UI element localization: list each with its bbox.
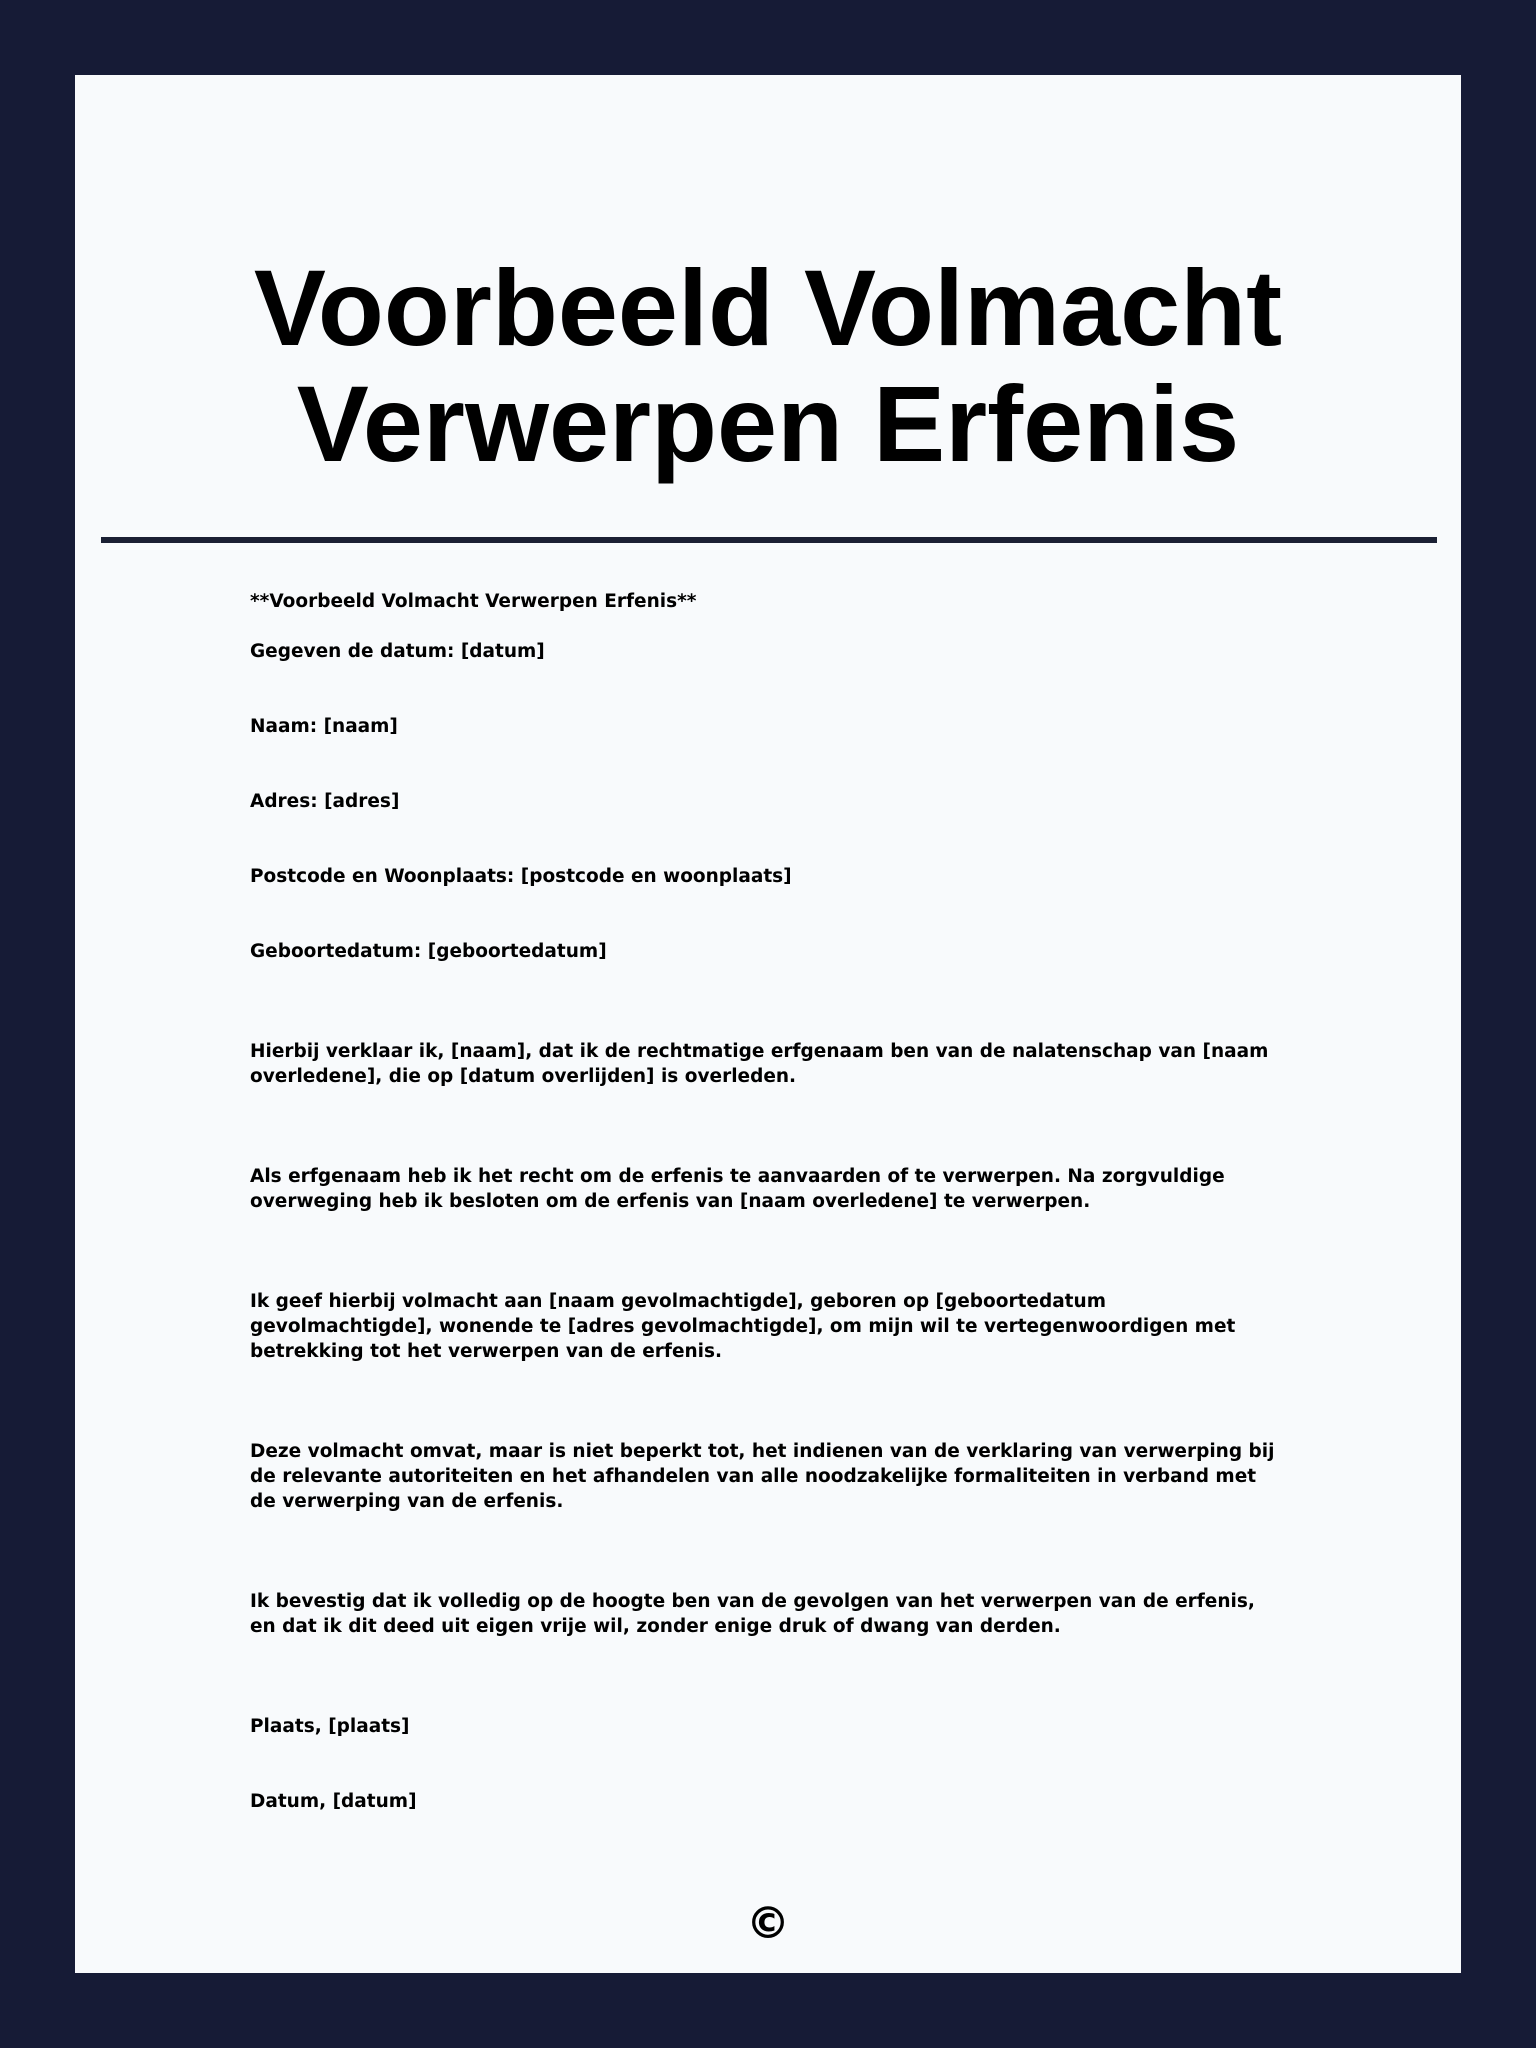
title-divider — [101, 537, 1437, 543]
paragraph-heir-declaration: Hierbij verklaar ik, [naam], dat ik de rechtmatige erfgenaam ben van de nalatenschap van [naam overledene], die op [datum overlijden] is overleden. — [250, 1041, 1269, 1087]
date-line: Gegeven de datum: [datum] — [250, 641, 545, 662]
document-page — [75, 75, 1461, 1973]
birthdate-line: Geboortedatum: [geboortedatum] — [250, 941, 607, 962]
copyright-icon: © — [746, 1898, 790, 1949]
postcode-line: Postcode en Woonplaats: [postcode en woonplaats] — [250, 866, 792, 887]
paragraph-scope: Deze volmacht omvat, maar is niet beperkt tot, het indienen van de verklaring van verwerping bij de relevante autoriteiten en het afhandelen van alle noodzakelijke formaliteiten in verband met de verwerping van de erfenis. — [250, 1441, 1275, 1512]
paragraph-reject-decision: Als erfgenaam heb ik het recht om de erfenis te aanvaarden of te verwerpen. Na zorgvuldige overweging heb ik besloten om de erfenis van [naam overledene] te verwerpen. — [250, 1166, 1225, 1212]
place-line: Plaats, [plaats] — [250, 1716, 410, 1737]
paragraph-confirmation: Ik bevestig dat ik volledig op de hoogte ben van de gevolgen van het verwerpen van de erfenis, en dat ik dit deed uit eigen vrije wil, zonder enige druk of dwang van derden. — [250, 1591, 1255, 1637]
paragraph-power-of-attorney: Ik geef hierbij volmacht aan [naam gevolmachtigde], geboren op [geboortedatum gevolmachtigde], wonende te [adres gevolmachtigde], om mijn wil te vertegenwoordigen met betrekking tot het verwerpen van de erfenis. — [250, 1291, 1236, 1362]
title-line-1: Voorbeeld Volmacht — [253, 247, 1283, 368]
name-line: Naam: [naam] — [250, 716, 398, 737]
signature-date-line: Datum, [datum] — [250, 1791, 417, 1812]
document-title — [75, 247, 1461, 484]
title-line-2: Verwerpen Erfenis — [296, 363, 1240, 484]
address-line: Adres: [adres] — [250, 791, 400, 812]
document-heading: **Voorbeeld Volmacht Verwerpen Erfenis** — [250, 591, 697, 612]
